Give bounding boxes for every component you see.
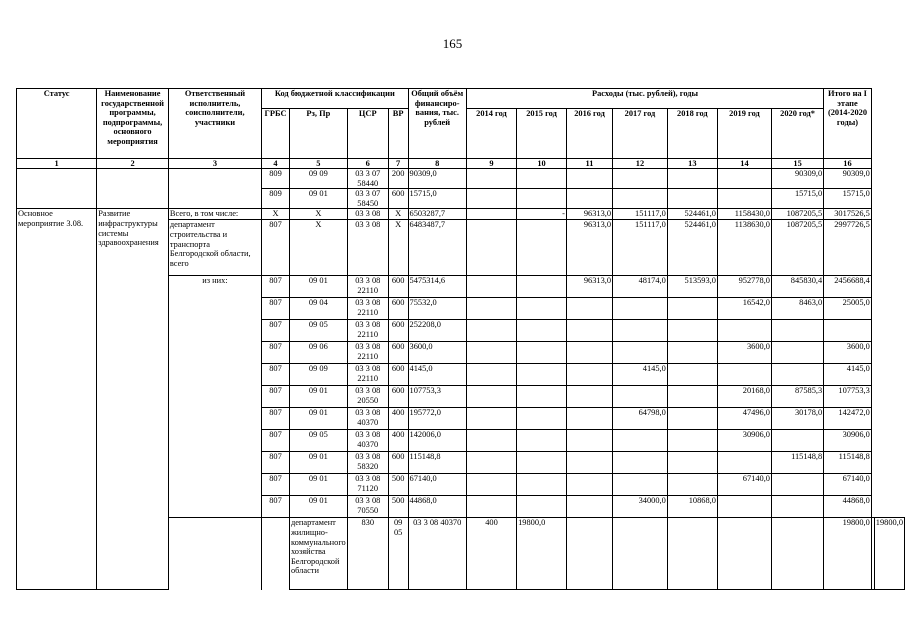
y2015-cell	[517, 342, 567, 364]
y2017-cell	[613, 189, 668, 209]
sum-cell: 67140,0	[824, 474, 872, 496]
csr-cell: 03 3 08 40370	[347, 430, 388, 452]
table-row	[17, 209, 905, 220]
total-cell: 15715,0	[408, 189, 466, 209]
y2015-cell	[517, 364, 567, 386]
vr-cell: 200	[388, 169, 408, 189]
y2017-cell: 48174,0	[613, 276, 668, 298]
name-cell	[97, 169, 169, 209]
grbs-cell: 807	[262, 276, 290, 298]
vr-cell: 600	[388, 276, 408, 298]
y2015-cell	[517, 386, 567, 408]
y2020-cell: 15715,0	[771, 189, 823, 209]
y2018-cell: 513593,0	[667, 276, 717, 298]
y2016-cell	[566, 298, 612, 320]
y2017-cell	[613, 320, 668, 342]
rz-cell: 09 01	[289, 386, 347, 408]
y2014-cell	[466, 169, 516, 189]
header-2014: 2014 год	[466, 109, 516, 159]
column-number: 6	[347, 159, 388, 169]
grbs-cell: 807	[262, 496, 290, 518]
column-number: 7	[388, 159, 408, 169]
rz-cell: 09 05	[388, 518, 408, 590]
y2015-cell	[613, 518, 668, 590]
y2014-cell	[466, 408, 516, 430]
grbs-cell: 809	[262, 189, 290, 209]
header-rz-pr: Рз, Пр	[289, 109, 347, 159]
y2015-cell	[517, 220, 567, 276]
rz-cell: Х	[289, 220, 347, 276]
rz-cell: 09 05	[289, 430, 347, 452]
column-number: 15	[771, 159, 823, 169]
y2018-cell	[667, 189, 717, 209]
vr-cell: 500	[388, 496, 408, 518]
y2020-cell: 845830,4	[771, 276, 823, 298]
column-number-row	[17, 159, 905, 169]
y2016-cell: 96313,0	[566, 276, 612, 298]
y2016-cell	[566, 189, 612, 209]
rz-cell: 09 09	[289, 169, 347, 189]
y2019-cell	[717, 169, 771, 189]
sum-cell: 90309,0	[824, 169, 872, 189]
y2017-cell: 151117,0	[613, 220, 668, 276]
header-2019: 2019 год	[717, 109, 771, 159]
y2015-cell	[517, 496, 567, 518]
vr-cell: 600	[388, 364, 408, 386]
y2014-cell	[466, 474, 516, 496]
y2020-cell: 1087205,5	[771, 220, 823, 276]
column-number: 9	[466, 159, 516, 169]
y2014-cell	[466, 386, 516, 408]
sum-cell: 142472,0	[824, 408, 872, 430]
y2020-cell: 1087205,5	[771, 209, 823, 220]
status-cell: Основное мероприятие 3.08.	[17, 209, 97, 590]
header-budget-code: Код бюджетной классификации	[262, 89, 408, 109]
grbs-cell: 807	[262, 430, 290, 452]
sum-cell: 44868,0	[824, 496, 872, 518]
y2015-cell: -	[517, 209, 567, 220]
y2014-cell	[466, 320, 516, 342]
column-number: 11	[566, 159, 612, 169]
total-cell: 67140,0	[408, 474, 466, 496]
sum-cell: 15715,0	[824, 189, 872, 209]
header-name: Наименование государственной программы, подпрограммы, основного мероприятия	[97, 89, 169, 159]
y2017-cell	[613, 474, 668, 496]
grbs-cell: 807	[262, 452, 290, 474]
y2014-cell	[466, 298, 516, 320]
total-cell: 75532,0	[408, 298, 466, 320]
y2019-cell	[717, 496, 771, 518]
header-grbs: ГРБС	[262, 109, 290, 159]
y2016-cell: 96313,0	[566, 209, 612, 220]
y2019-cell: 16542,0	[717, 298, 771, 320]
total-cell: 115148,8	[408, 452, 466, 474]
sum-cell: 3600,0	[824, 342, 872, 364]
grbs-cell: 807	[262, 298, 290, 320]
y2014-cell	[466, 220, 516, 276]
y2015-cell	[517, 298, 567, 320]
y2016-cell	[566, 169, 612, 189]
executor-cell: департамент строительства и транспорта Белгородской области, всего	[168, 220, 261, 276]
vr-cell: Х	[388, 209, 408, 220]
sum-cell: 2456688,4	[824, 276, 872, 298]
y2018-cell	[667, 320, 717, 342]
y2018-cell: 524461,0	[667, 220, 717, 276]
table-row	[17, 169, 905, 189]
y2018-cell	[667, 408, 717, 430]
vr-cell: 600	[388, 452, 408, 474]
csr-cell: 03 3 08	[347, 209, 388, 220]
column-number: 12	[613, 159, 668, 169]
y2020-cell: 87585,3	[771, 386, 823, 408]
vr-cell: 500	[388, 474, 408, 496]
column-number: 2	[97, 159, 169, 169]
sum-cell: 4145,0	[824, 364, 872, 386]
csr-cell: 03 3 08	[347, 220, 388, 276]
csr-cell: 03 3 08 40370	[408, 518, 466, 590]
vr-cell: 600	[388, 320, 408, 342]
column-number: 16	[824, 159, 872, 169]
rz-cell: 09 04	[289, 298, 347, 320]
grbs-cell: 807	[262, 364, 290, 386]
y2017-cell	[717, 518, 771, 590]
rz-cell: 09 01	[289, 276, 347, 298]
y2015-cell	[517, 430, 567, 452]
grbs-cell: 807	[262, 220, 290, 276]
grbs-cell: 807	[262, 320, 290, 342]
total-cell: 5475314,6	[408, 276, 466, 298]
rz-cell: 09 01	[289, 474, 347, 496]
y2020-cell: 115148,8	[771, 452, 823, 474]
y2019-cell: 1138630,0	[717, 220, 771, 276]
header-2015: 2015 год	[517, 109, 567, 159]
y2018-cell	[667, 474, 717, 496]
total-cell: 3600,0	[408, 342, 466, 364]
vr-cell: 400	[388, 408, 408, 430]
y2014-cell	[466, 342, 516, 364]
csr-cell: 03 3 08 22110	[347, 320, 388, 342]
csr-cell: 03 3 07 58450	[347, 189, 388, 209]
y2019-cell: 952778,0	[717, 276, 771, 298]
vr-cell: 600	[388, 189, 408, 209]
y2019-cell: 1158430,0	[717, 209, 771, 220]
header-vr: ВР	[388, 109, 408, 159]
rz-cell: 09 09	[289, 364, 347, 386]
y2015-cell	[517, 320, 567, 342]
total-cell: 6483487,7	[408, 220, 466, 276]
column-number: 4	[262, 159, 290, 169]
executor-cell	[168, 169, 261, 209]
csr-cell: 03 3 08 22110	[347, 298, 388, 320]
y2019-cell: 67140,0	[717, 474, 771, 496]
total-cell: 107753,3	[408, 386, 466, 408]
rz-cell: Х	[289, 209, 347, 220]
y2020-cell: 30178,0	[771, 408, 823, 430]
grbs-cell: 809	[262, 169, 290, 189]
csr-cell: 03 3 08 22110	[347, 364, 388, 386]
y2017-cell: 4145,0	[613, 364, 668, 386]
sum-cell: 30906,0	[824, 430, 872, 452]
sum-cell: 25005,0	[824, 298, 872, 320]
sum-cell: 107753,3	[824, 386, 872, 408]
y2014-cell	[466, 364, 516, 386]
vr-cell: 600	[388, 386, 408, 408]
y2016-cell	[566, 408, 612, 430]
executor-cell: Всего, в том числе:	[168, 209, 261, 220]
y2014-cell	[466, 430, 516, 452]
y2019-cell: 20168,0	[717, 386, 771, 408]
y2015-cell	[517, 189, 567, 209]
executor-cell: департамент жилищно-коммунального хозяйства Белгородской области	[289, 518, 347, 590]
grbs-cell: Х	[262, 209, 290, 220]
header-total-volume: Общий объём финансиро-вания, тыс. рублей	[408, 89, 466, 159]
y2019-cell	[717, 189, 771, 209]
y2020-cell	[771, 320, 823, 342]
y2016-cell	[566, 474, 612, 496]
y2014-cell	[466, 209, 516, 220]
column-number: 14	[717, 159, 771, 169]
column-number: 1	[17, 159, 97, 169]
rz-cell: 09 06	[289, 342, 347, 364]
y2020-cell	[771, 364, 823, 386]
y2017-cell	[613, 298, 668, 320]
csr-cell: 03 3 08 22110	[347, 276, 388, 298]
total-cell: 4145,0	[408, 364, 466, 386]
rz-cell: 09 01	[289, 496, 347, 518]
y2014-cell	[466, 496, 516, 518]
y2014-cell	[466, 189, 516, 209]
header-csr: ЦСР	[347, 109, 388, 159]
total-cell: 44868,0	[408, 496, 466, 518]
csr-cell: 03 3 08 71120	[347, 474, 388, 496]
column-number: 3	[168, 159, 261, 169]
sum-cell	[824, 320, 872, 342]
header-row-1	[17, 89, 905, 109]
rz-cell: 09 01	[289, 189, 347, 209]
y2020-cell	[771, 342, 823, 364]
y2016-cell: 96313,0	[566, 220, 612, 276]
sum-cell: 115148,8	[824, 452, 872, 474]
rz-cell: 09 05	[289, 320, 347, 342]
y2016-cell	[667, 518, 717, 590]
y2017-cell: 151117,0	[613, 209, 668, 220]
y2018-cell: 10868,0	[667, 496, 717, 518]
header-2020: 2020 год*	[771, 109, 823, 159]
y2018-cell	[667, 364, 717, 386]
csr-cell: 03 3 08 20550	[347, 386, 388, 408]
column-number: 10	[517, 159, 567, 169]
y2018-cell	[667, 298, 717, 320]
y2014-cell	[466, 276, 516, 298]
status-cell	[168, 518, 261, 590]
y2016-cell	[566, 364, 612, 386]
y2019-cell	[717, 320, 771, 342]
sum-cell: 19800,0	[874, 518, 904, 590]
y2018-cell: 524461,0	[667, 209, 717, 220]
y2020-cell	[771, 496, 823, 518]
y2019-cell: 47496,0	[717, 408, 771, 430]
header-2017: 2017 год	[613, 109, 668, 159]
grbs-cell: 807	[262, 408, 290, 430]
y2019-cell	[717, 364, 771, 386]
csr-cell: 03 3 07 58440	[347, 169, 388, 189]
sum-cell: 2997726,5	[824, 220, 872, 276]
y2016-cell	[566, 496, 612, 518]
y2015-cell	[517, 452, 567, 474]
y2019-cell: 19800,0	[824, 518, 872, 590]
column-number: 5	[289, 159, 347, 169]
total-cell: 195772,0	[408, 408, 466, 430]
rz-cell: 09 01	[289, 452, 347, 474]
csr-cell: 03 3 08 22110	[347, 342, 388, 364]
header-executor: Ответственный исполнитель, соисполнители, участники	[168, 89, 261, 159]
y2015-cell	[517, 169, 567, 189]
sum-cell: 3017526,5	[824, 209, 872, 220]
budget-table	[16, 88, 905, 590]
vr-cell: 600	[388, 342, 408, 364]
y2020-cell: 8463,0	[771, 298, 823, 320]
header-expenses: Расходы (тыс. рублей), годы	[466, 89, 823, 109]
y2018-cell	[667, 452, 717, 474]
header-2016: 2016 год	[566, 109, 612, 159]
rz-cell: 09 01	[289, 408, 347, 430]
total-cell: 252208,0	[408, 320, 466, 342]
y2018-cell	[667, 342, 717, 364]
y2017-cell	[613, 386, 668, 408]
y2017-cell	[613, 169, 668, 189]
header-2018: 2018 год	[667, 109, 717, 159]
executor-cell: из них:	[168, 276, 261, 518]
y2017-cell	[613, 452, 668, 474]
grbs-cell: 807	[262, 342, 290, 364]
y2017-cell	[613, 342, 668, 364]
name-cell: Развитие инфраструктуры системы здравоохранения	[97, 209, 169, 590]
y2016-cell	[566, 452, 612, 474]
vr-cell: Х	[388, 220, 408, 276]
y2016-cell	[566, 430, 612, 452]
total-cell: 6503287,7	[408, 209, 466, 220]
y2018-cell	[667, 169, 717, 189]
y2015-cell	[517, 474, 567, 496]
total-cell: 142006,0	[408, 430, 466, 452]
grbs-cell: 830	[347, 518, 388, 590]
y2019-cell: 3600,0	[717, 342, 771, 364]
vr-cell: 400	[388, 430, 408, 452]
column-number: 8	[408, 159, 466, 169]
grbs-cell: 807	[262, 386, 290, 408]
y2017-cell	[613, 430, 668, 452]
y2020-cell: 90309,0	[771, 169, 823, 189]
y2017-cell: 64798,0	[613, 408, 668, 430]
y2016-cell	[566, 320, 612, 342]
page-number: 165	[442, 36, 463, 51]
column-number: 13	[667, 159, 717, 169]
y2019-cell	[717, 452, 771, 474]
y2018-cell	[667, 386, 717, 408]
y2020-cell	[771, 430, 823, 452]
y2018-cell	[667, 430, 717, 452]
y2016-cell	[566, 342, 612, 364]
grbs-cell: 807	[262, 474, 290, 496]
y2019-cell: 30906,0	[717, 430, 771, 452]
csr-cell: 03 3 08 40370	[347, 408, 388, 430]
total-cell: 19800,0	[517, 518, 567, 590]
name-cell	[262, 518, 290, 590]
y2014-cell	[566, 518, 612, 590]
csr-cell: 03 3 08 70550	[347, 496, 388, 518]
y2020-cell	[771, 474, 823, 496]
vr-cell: 600	[388, 298, 408, 320]
vr-cell: 400	[466, 518, 516, 590]
y2016-cell	[566, 386, 612, 408]
status-cell	[17, 169, 97, 209]
y2015-cell	[517, 276, 567, 298]
y2014-cell	[466, 452, 516, 474]
y2018-cell	[771, 518, 823, 590]
total-cell: 90309,0	[408, 169, 466, 189]
y2017-cell: 34000,0	[613, 496, 668, 518]
header-stage-total: Итого на I этапе (2014-2020 годы)	[824, 89, 872, 159]
csr-cell: 03 3 08 58320	[347, 452, 388, 474]
header-status: Статус	[17, 89, 97, 159]
y2015-cell	[517, 408, 567, 430]
